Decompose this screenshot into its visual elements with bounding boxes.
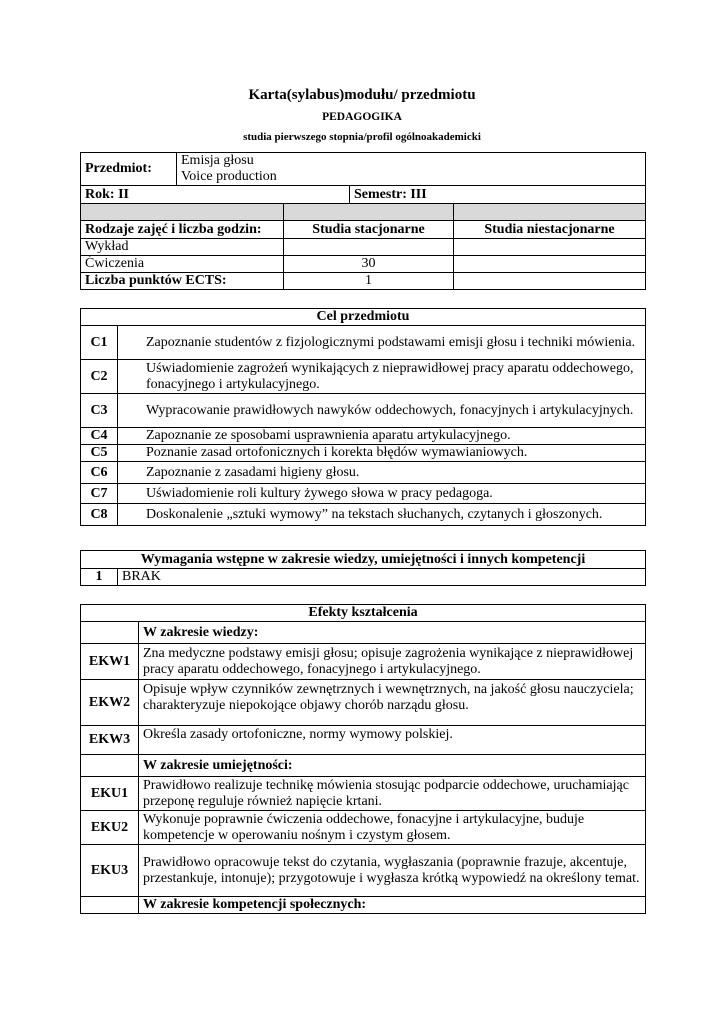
- outcome-text: Prawidłowo realizuje technikę mówienia stosując podparcie oddechowe, uruchamiając przeponę reguluje również napięcie krtani.: [139, 777, 646, 811]
- requirement-row: [81, 569, 646, 586]
- outcome-text: Opisuje wpływ czynników zewnętrznych i wewnętrznych, na jakość głosu nauczyciela; charakteryzuje niepokojące objawy chorób narządu głosu.: [139, 680, 646, 726]
- goal-code: C4: [81, 428, 118, 445]
- studies-level: studia pierwszego stopnia/profil ogólnoakademicki: [243, 131, 481, 143]
- goal-text: Zapoznanie z zasadami higieny głosu.: [118, 462, 646, 484]
- goal-code: C1: [81, 326, 118, 360]
- social-heading: W zakresie kompetencji społecznych:: [139, 897, 646, 914]
- outcome-code: EKU1: [81, 777, 139, 811]
- goal-code: C7: [81, 484, 118, 504]
- outcome-row: [81, 644, 646, 680]
- goal-code: C6: [81, 462, 118, 484]
- goals-table: [80, 308, 646, 526]
- outcome-code: EKU2: [81, 811, 139, 845]
- class-type: Ćwiczenia: [81, 256, 284, 273]
- hours-row: [81, 239, 646, 256]
- goal-row: [81, 326, 646, 360]
- goal-row: [81, 462, 646, 484]
- goals-title: Cel przedmiotu: [81, 309, 646, 326]
- ects-empty-cell: [454, 273, 646, 290]
- goal-row: [81, 428, 646, 445]
- outcome-row: [81, 777, 646, 811]
- year-value: : II: [109, 186, 129, 202]
- goal-code: C8: [81, 504, 118, 526]
- page-title: Karta(sylabus)modułu/ przedmiotu: [248, 87, 476, 103]
- skills-heading: W zakresie umiejętności:: [139, 755, 646, 777]
- gray-spacer-cell: [81, 204, 284, 221]
- outcomes-title: Efekty kształcenia: [81, 605, 646, 622]
- nonstationary-hours: [454, 256, 646, 273]
- goal-code: C5: [81, 445, 118, 462]
- field-of-study: PEDAGOGIKA: [322, 111, 402, 123]
- year-label: Rok: [85, 186, 110, 202]
- goal-row: [81, 394, 646, 428]
- goal-text: Doskonalenie „sztuki wymowy” na tekstach słuchanych, czytanych i głoszonych.: [118, 504, 646, 526]
- outcome-empty-cell: [81, 897, 139, 914]
- nonstationary-header: Studia niestacjonarne: [454, 221, 646, 239]
- goal-code: C2: [81, 360, 118, 394]
- outcome-code: EKW3: [81, 726, 139, 755]
- outcome-row: [81, 845, 646, 897]
- subject-name: [177, 153, 646, 186]
- outcome-row: [81, 811, 646, 845]
- outcome-row: [81, 680, 646, 726]
- outcome-empty-cell: [81, 755, 139, 777]
- stationary-hours: 30: [284, 256, 454, 273]
- outcome-text: Zna medyczne podstawy emisji głosu; opisuje zagrożenia wynikające z nieprawidłowej pracy aparatu oddechowego, fonacyjnego i artykulacyjnego.: [139, 644, 646, 680]
- requirements-title: Wymagania wstępne w zakresie wiedzy, umiejętności i innych kompetencji: [81, 551, 646, 569]
- goal-row: [81, 484, 646, 504]
- gray-spacer-cell: [284, 204, 454, 221]
- outcome-text: Prawidłowo opracowuje tekst do czytania, wygłaszania (poprawnie frazuje, akcentuje, przestankuje, intonuje); przygotowuje i wygłasza krótką wypowiedź na określony temat.: [139, 845, 646, 897]
- goal-row: [81, 504, 646, 526]
- outcome-row: [81, 726, 646, 755]
- outcome-text: Określa zasady ortofoniczne, normy wymowy polskiej.: [139, 726, 646, 755]
- subject-name-en: Voice production: [181, 169, 277, 184]
- outcome-text: Wykonuje poprawnie ćwiczenia oddechowe, fonacyjne i artykulacyjne, buduje kompetencje w operowaniu nośnym i czystym głosem.: [139, 811, 646, 845]
- goal-text: Zapoznanie ze sposobami usprawnienia aparatu artykulacyjnego.: [118, 428, 646, 445]
- subject-info-table: [80, 152, 646, 290]
- year-cell: [81, 186, 350, 204]
- stationary-hours: [284, 239, 454, 256]
- goal-text: Uświadomienie zagrożeń wynikających z nieprawidłowej pracy aparatu oddechowego, fonacyjnego i artykulacyjnego.: [118, 360, 646, 394]
- goal-text: Uświadomienie roli kultury żywego słowa w pracy pedagoga.: [118, 484, 646, 504]
- outcome-empty-cell: [81, 622, 139, 644]
- hours-row: [81, 256, 646, 273]
- subject-label: Przedmiot:: [81, 153, 177, 186]
- goal-row: [81, 360, 646, 394]
- gray-spacer-cell: [454, 204, 646, 221]
- outcome-code: EKU3: [81, 845, 139, 897]
- outcome-code: EKW2: [81, 680, 139, 726]
- knowledge-heading: W zakresie wiedzy:: [139, 622, 646, 644]
- hours-label: Rodzaje zajęć i liczba godzin:: [81, 221, 284, 239]
- ects-label: Liczba punktów ECTS:: [81, 273, 284, 290]
- requirements-table: [80, 550, 646, 586]
- goal-row: [81, 445, 646, 462]
- class-type: Wykład: [81, 239, 284, 256]
- goal-code: C3: [81, 394, 118, 428]
- goal-text: Zapoznanie studentów z fizjologicznymi podstawami emisji głosu i techniki mówienia.: [118, 326, 646, 360]
- subject-name-pl: Emisja głosu: [181, 153, 254, 168]
- requirement-text: BRAK: [118, 569, 646, 586]
- outcome-code: EKW1: [81, 644, 139, 680]
- nonstationary-hours: [454, 239, 646, 256]
- goal-text: Poznanie zasad ortofonicznych i korekta błędów wymawianiowych.: [118, 445, 646, 462]
- semester-cell: Semestr: III: [350, 186, 646, 204]
- requirement-code: 1: [81, 569, 118, 586]
- goal-text: Wypracowanie prawidłowych nawyków oddechowych, fonacyjnych i artykulacyjnych.: [118, 394, 646, 428]
- stationary-header: Studia stacjonarne: [284, 221, 454, 239]
- ects-value: 1: [284, 273, 454, 290]
- outcomes-table: [80, 604, 646, 914]
